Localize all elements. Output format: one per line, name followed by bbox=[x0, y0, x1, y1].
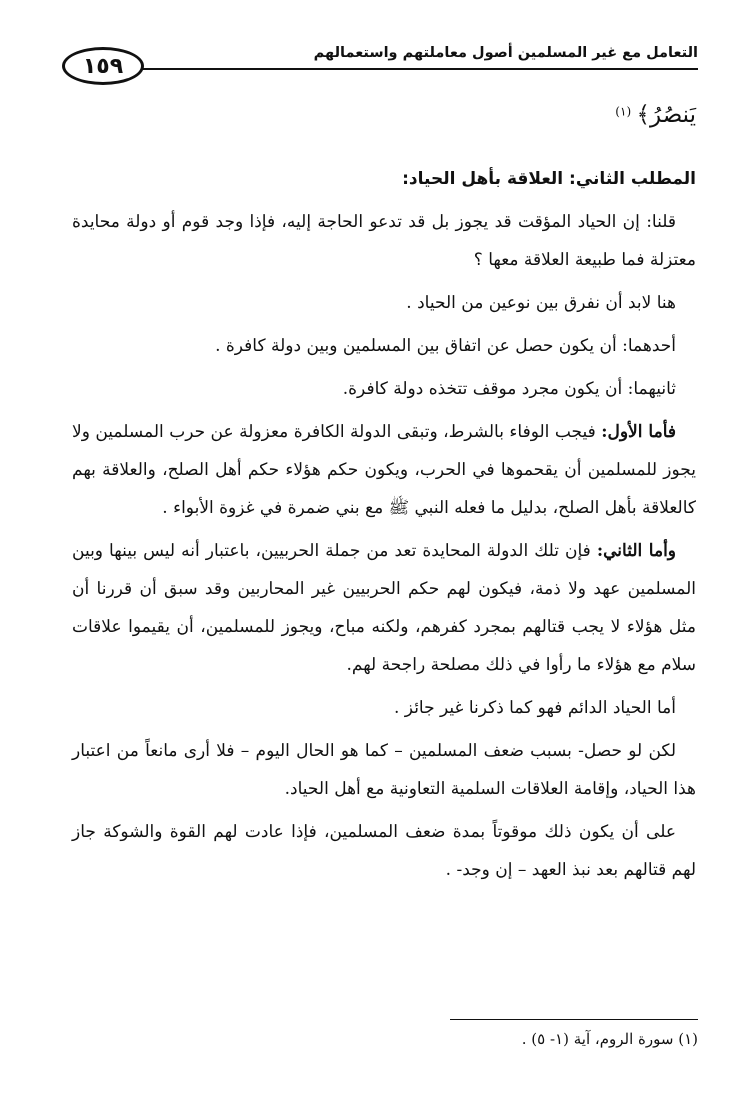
paragraph-5-lead: فأما الأول: bbox=[601, 422, 677, 442]
page-body bbox=[72, 96, 696, 894]
footnote-rule bbox=[450, 1019, 698, 1020]
header-title: التعامل مع غير المسلمين أصول معاملتهم واستعمالهم bbox=[313, 45, 698, 61]
paragraph-5-text: فيجب الوفاء بالشرط، وتبقى الدولة الكافرة معزولة عن حرب المسلمين ولا يجوز للمسلمين أن يقحموها في الحرب، ويكون حكم هؤلاء حكم أهل الصلح، والعلاقة بهم كالعلاقة بأهل الصلح، بدليل ما فعله النبي ﷺ مع بني ضمرة في غزوة الأبواء . bbox=[72, 422, 696, 518]
paragraph-2: هنا لابد أن نفرق بين نوعين من الحياد . bbox=[406, 293, 676, 313]
paragraph-5 bbox=[72, 413, 696, 527]
paragraph-1: قلنا: إن الحياد المؤقت قد يجوز بل قد تدعو الحاجة إليه، فإذا وجد قوم أو دولة محايدة معتزلة فما طبيعة العلاقة معها ؟ bbox=[72, 212, 696, 270]
quran-verse-end bbox=[72, 96, 696, 136]
section-heading: المطلب الثاني: العلاقة بأهل الحياد: bbox=[402, 169, 696, 189]
paragraph-6 bbox=[72, 532, 696, 684]
paragraph-9: على أن يكون ذلك موقوتاً بمدة ضعف المسلمين، فإذا عادت لهم القوة والشوكة جاز لهم قتالهم بعد نبذ العهد – إن وجد- . bbox=[72, 822, 696, 880]
paragraph-3: أحدهما: أن يكون حصل عن اتفاق بين المسلمين وبين دولة كافرة . bbox=[215, 336, 676, 356]
paragraph-8: لكن لو حصل- بسبب ضعف المسلمين – كما هو الحال اليوم – فلا أرى مانعاً من اعتبار هذا الحياد، وإقامة العلاقات السلمية التعاونية مع أهل الحياد. bbox=[72, 741, 696, 799]
paragraph-6-lead: وأما الثاني: bbox=[596, 541, 677, 561]
page-number: ١٥٩ bbox=[62, 47, 144, 85]
paragraph-4: ثانيهما: أن يكون مجرد موقف تتخذه دولة كافرة. bbox=[342, 379, 676, 399]
footnote-marker: (١) bbox=[615, 104, 632, 119]
running-header bbox=[62, 42, 698, 86]
header-rule bbox=[142, 68, 698, 70]
paragraph-6-text: فإن تلك الدولة المحايدة تعد من جملة الحربيين، باعتبار أنه ليس بينها وبين المسلمين عهد ولا ذمة، فيكون لهم حكم الحربيين غير المحاربين وقد سبق أن قررنا أن مثل هؤلاء لا يجب قتالهم بمجرد كفرهم، ولكنه مباح، ويجوز للمسلمين، أن يقيموا علاقات سلام مع هؤلاء ما رأوا في ذلك مصلحة راجحة لهم. bbox=[72, 541, 696, 675]
paragraph-7: أما الحياد الدائم فهو كما ذكرنا غير جائز . bbox=[394, 698, 676, 718]
footnote: (١) سورة الروم، آية (١- ٥) . bbox=[521, 1030, 698, 1048]
quran-verse-text: يَنصُرُ﴾ bbox=[636, 102, 696, 128]
